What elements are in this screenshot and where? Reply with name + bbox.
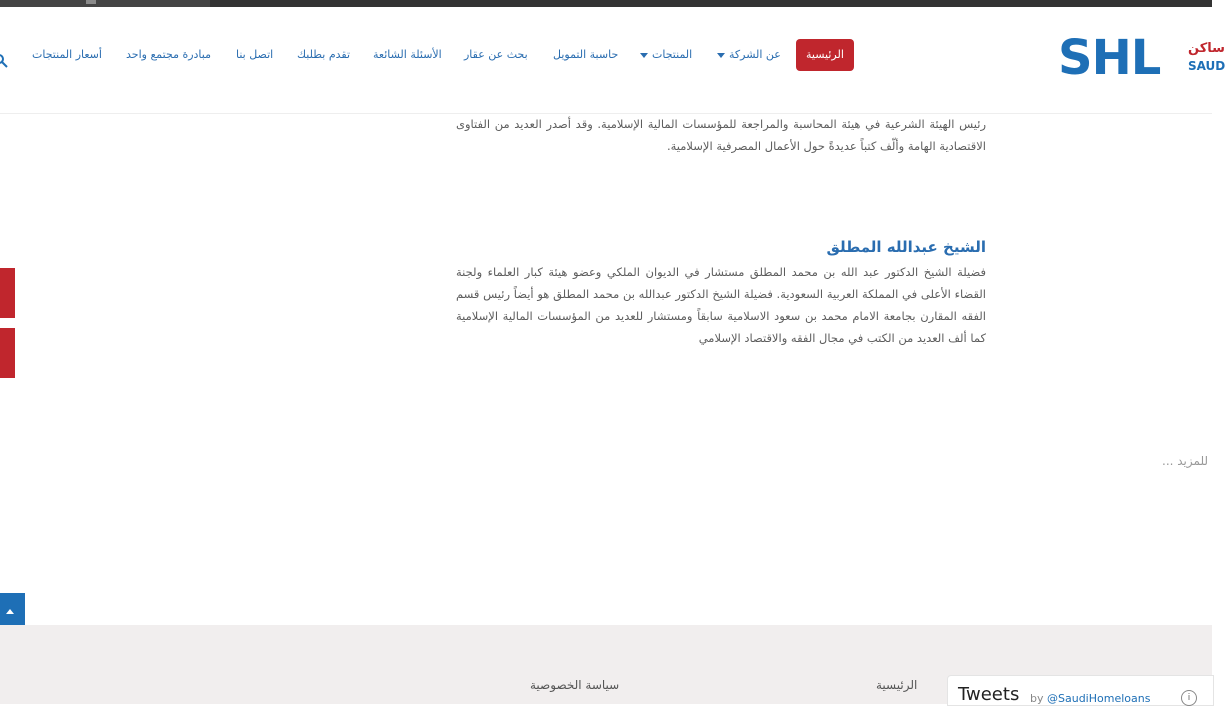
nav-product-prices[interactable]: أسعار المنتجات (32, 48, 102, 61)
nav-about[interactable] (717, 39, 781, 71)
top-bar (210, 0, 1212, 7)
twitter-timeline-widget[interactable] (947, 675, 1214, 706)
nav-products[interactable] (640, 39, 692, 71)
chevron-up-icon (6, 609, 14, 614)
info-icon[interactable]: i (1181, 690, 1197, 706)
browser-top-strip (0, 0, 1212, 7)
scroll-knob[interactable] (86, 0, 96, 4)
nav-apply[interactable]: تقدم بطلبك (297, 48, 351, 61)
nav-property-search[interactable]: بحث عن عقار (464, 48, 528, 61)
more-link[interactable]: للمزيد ... (1162, 454, 1209, 468)
chevron-down-icon (717, 53, 725, 58)
tweets-by (1030, 692, 1150, 705)
logo-arabic: ساكن (1188, 41, 1225, 56)
side-tab[interactable] (0, 268, 15, 318)
scholar-bio-paragraph: رئيس الهيئة الشرعية في هيئة المحاسبة والمراجعة للمؤسسات المالية الإسلامية. وقد أصدر العديد من الفتاوى الاقتصادية الهامة وألّف كتباً عديدةً حول الأعمال المصرفية الإسلامية. (456, 117, 986, 153)
search-icon[interactable] (0, 54, 8, 68)
nav-about-label: عن الشركة (729, 48, 781, 61)
nav-community-initiative[interactable]: مبادرة مجتمع واحد (126, 48, 211, 61)
chevron-down-icon (640, 53, 648, 58)
main-nav (0, 39, 1212, 71)
nav-home[interactable]: الرئيسية (796, 39, 854, 71)
scholar-bio-paragraph: فضيلة الشيخ الدكتور عبد الله بن محمد المطلق مستشار في الديوان الملكي وعضو هيئة كبار العلماء ولجنة القضاء الأعلى في المملكة العربية السعودية. فضيلة الشيخ الدكتور عبدالله بن محمد المطلق هو أيضاً رئيس قسم الفقه المقارن بجامعة الامام محمد بن سعود الاسلامية سابقاً ومستشار للعديد من المؤسسات المالية الإسلامية كما ألف العديد من الكتب في مجال الفقه والاقتصاد الإسلامي (456, 265, 986, 345)
logo-english: SAUD (1188, 59, 1225, 73)
logo-text: SHL (1058, 30, 1161, 86)
twitter-handle-link[interactable]: @SaudiHomeloans (1047, 692, 1151, 705)
nav-finance-calculator[interactable]: حاسبة التمويل (553, 48, 619, 61)
site-header (0, 7, 1225, 114)
footer-link-home[interactable]: الرئيسية (876, 678, 918, 692)
nav-contact[interactable]: اتصل بنا (236, 48, 274, 61)
tweets-title: Tweets (958, 684, 1020, 705)
scholar-name-heading: الشيخ عبدالله المطلق (826, 238, 986, 256)
footer-link-privacy[interactable]: سياسة الخصوصية (530, 678, 620, 692)
nav-faq[interactable]: الأسئلة الشائعة (373, 48, 442, 61)
tweets-by-label: by (1030, 692, 1044, 705)
site-footer (0, 625, 1212, 704)
side-tab[interactable] (0, 328, 15, 378)
nav-products-label: المنتجات (652, 48, 693, 61)
